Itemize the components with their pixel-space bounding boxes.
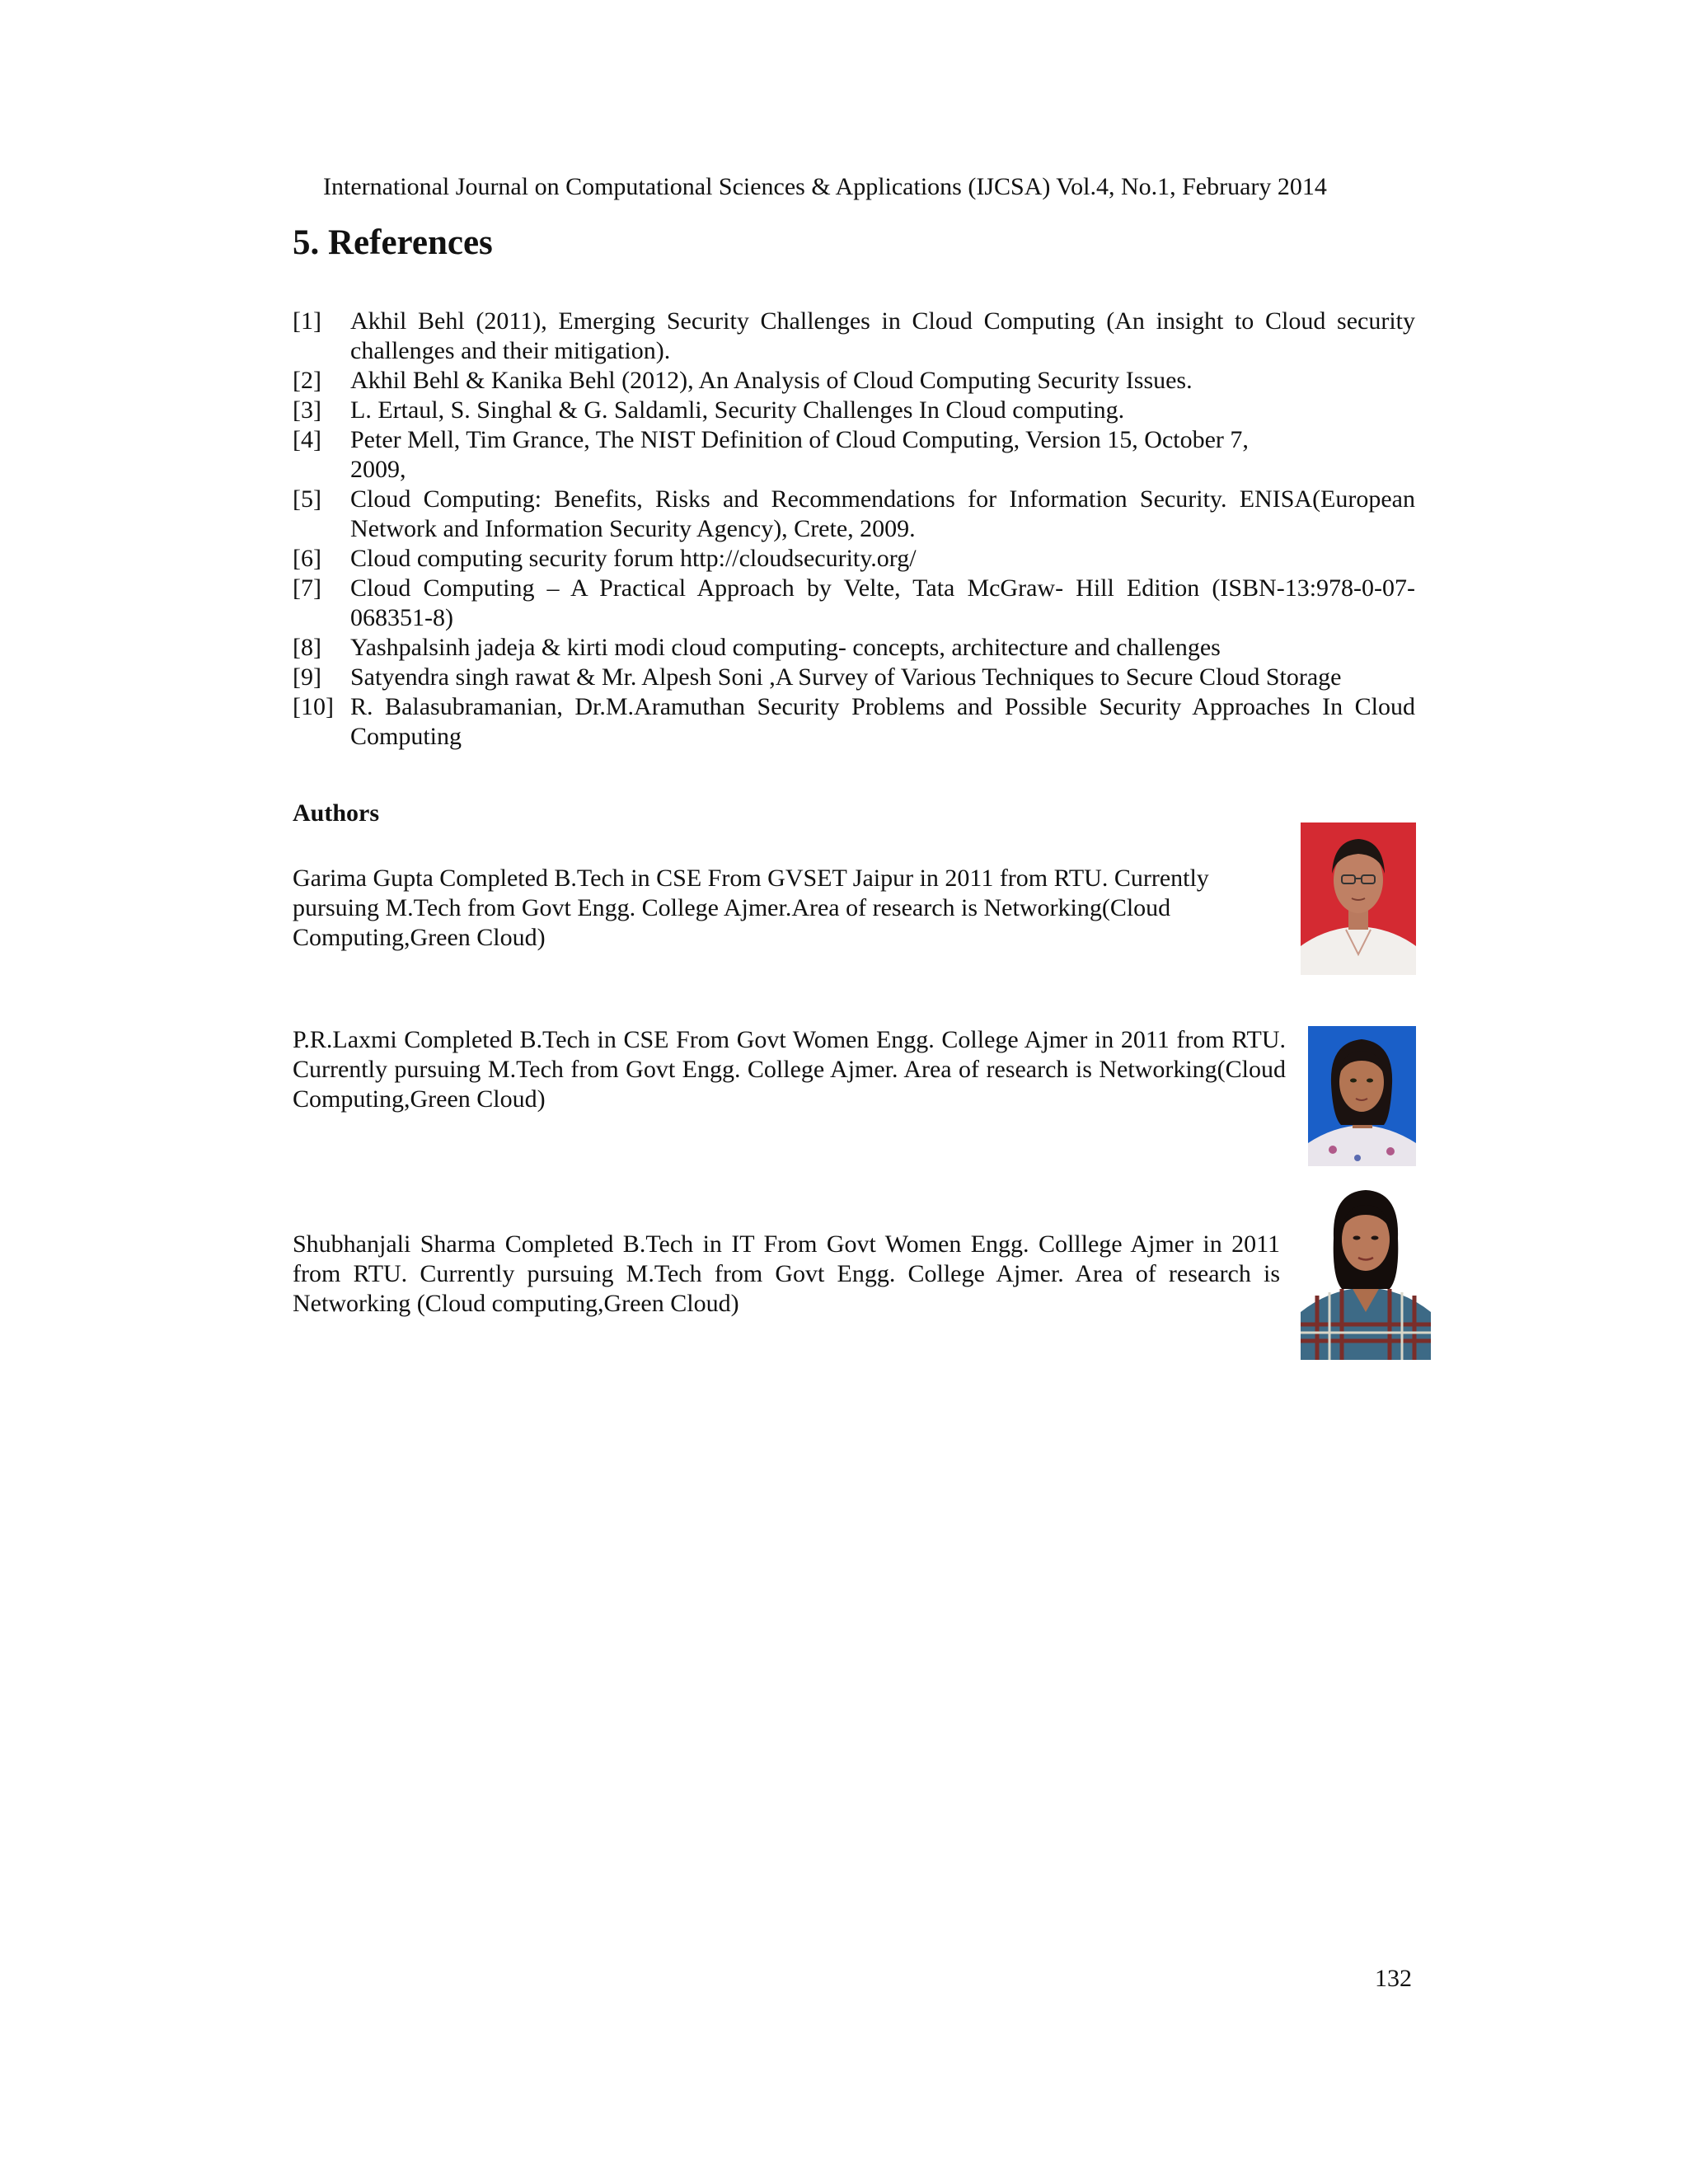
reference-item	[293, 307, 1415, 366]
reference-text: Cloud computing security forum http://cloudsecurity.org/	[350, 545, 917, 572]
reference-text: Cloud Computing: Benefits, Risks and Recommendations for Information Security. ENISA(European Network and Information Security Agency), Crete, 2009.	[350, 485, 1415, 542]
running-header: International Journal on Computational Sciences & Applications (IJCSA) Vol.4, No.1, February 2014	[323, 173, 1327, 200]
page-number: 132	[1375, 1965, 1412, 1992]
reference-text: Akhil Behl (2011), Emerging Security Challenges in Cloud Computing (An insight to Cloud security challenges and their mitigation).	[350, 307, 1415, 364]
reference-text: Yashpalsinh jadeja & kirti modi cloud computing- concepts, architecture and challenges	[350, 634, 1221, 661]
reference-item	[293, 396, 1415, 425]
reference-text: L. Ertaul, S. Singhal & G. Saldamli, Security Challenges In Cloud computing.	[350, 396, 1125, 424]
reference-item	[293, 574, 1415, 633]
reference-number: [9]	[293, 663, 321, 691]
reference-item	[293, 366, 1415, 396]
reference-item	[293, 663, 1415, 692]
reference-text: Satyendra singh rawat & Mr. Alpesh Soni ,A Survey of Various Techniques to Secure Cloud Storage	[350, 663, 1342, 691]
reference-item	[293, 425, 1415, 485]
reference-text: Peter Mell, Tim Grance, The NIST Definition of Cloud Computing, Version 15, October 7, 2009,	[350, 426, 1249, 483]
reference-item	[293, 485, 1415, 544]
reference-item	[293, 633, 1415, 663]
reference-number: [8]	[293, 634, 321, 661]
reference-number: [3]	[293, 396, 321, 424]
reference-number: [2]	[293, 367, 321, 394]
reference-number: [7]	[293, 574, 321, 602]
author-photo	[1308, 1026, 1416, 1166]
reference-number: [5]	[293, 485, 321, 513]
reference-number: [10]	[293, 693, 334, 720]
author-bio: Garima Gupta Completed B.Tech in CSE From GVSET Jaipur in 2011 from RTU. Currently pursuing M.Tech from Govt Engg. College Ajmer.Area of research is Networking(Cloud Computing,Green Cloud)	[293, 865, 1209, 951]
reference-item	[293, 544, 1415, 574]
reference-text: Cloud Computing – A Practical Approach by Velte, Tata McGraw- Hill Edition (ISBN-13:978-0-07-068351-8)	[350, 574, 1415, 631]
portrait-illustration	[1301, 823, 1416, 975]
portrait-illustration	[1308, 1026, 1416, 1166]
reference-list	[293, 307, 1415, 752]
references-heading: 5. References	[293, 223, 493, 262]
reference-text: Akhil Behl & Kanika Behl (2012), An Analysis of Cloud Computing Security Issues.	[350, 367, 1193, 394]
reference-text: R. Balasubramanian, Dr.M.Aramuthan Security Problems and Possible Security Approaches In Cloud Computing	[350, 693, 1415, 750]
author-photo	[1301, 1180, 1431, 1360]
reference-number: [1]	[293, 307, 321, 335]
reference-item	[293, 692, 1415, 752]
authors-heading: Authors	[293, 799, 380, 827]
reference-number: [4]	[293, 426, 321, 453]
portrait-illustration	[1301, 1180, 1431, 1360]
author-bio: P.R.Laxmi Completed B.Tech in CSE From Govt Women Engg. College Ajmer in 2011 from RTU. Currently pursuing M.Tech from Govt Engg. College Ajmer. Area of research is Networking(Cloud Computing,Green Cloud)	[293, 1026, 1286, 1113]
author-bio: Shubhanjali Sharma Completed B.Tech in IT From Govt Women Engg. Colllege Ajmer in 2011 from RTU. Currently pursuing M.Tech from Govt Engg. College Ajmer. Area of research is Networking (Cloud computing,Green Cloud)	[293, 1230, 1280, 1317]
reference-number: [6]	[293, 545, 321, 572]
author-photo	[1301, 823, 1416, 975]
